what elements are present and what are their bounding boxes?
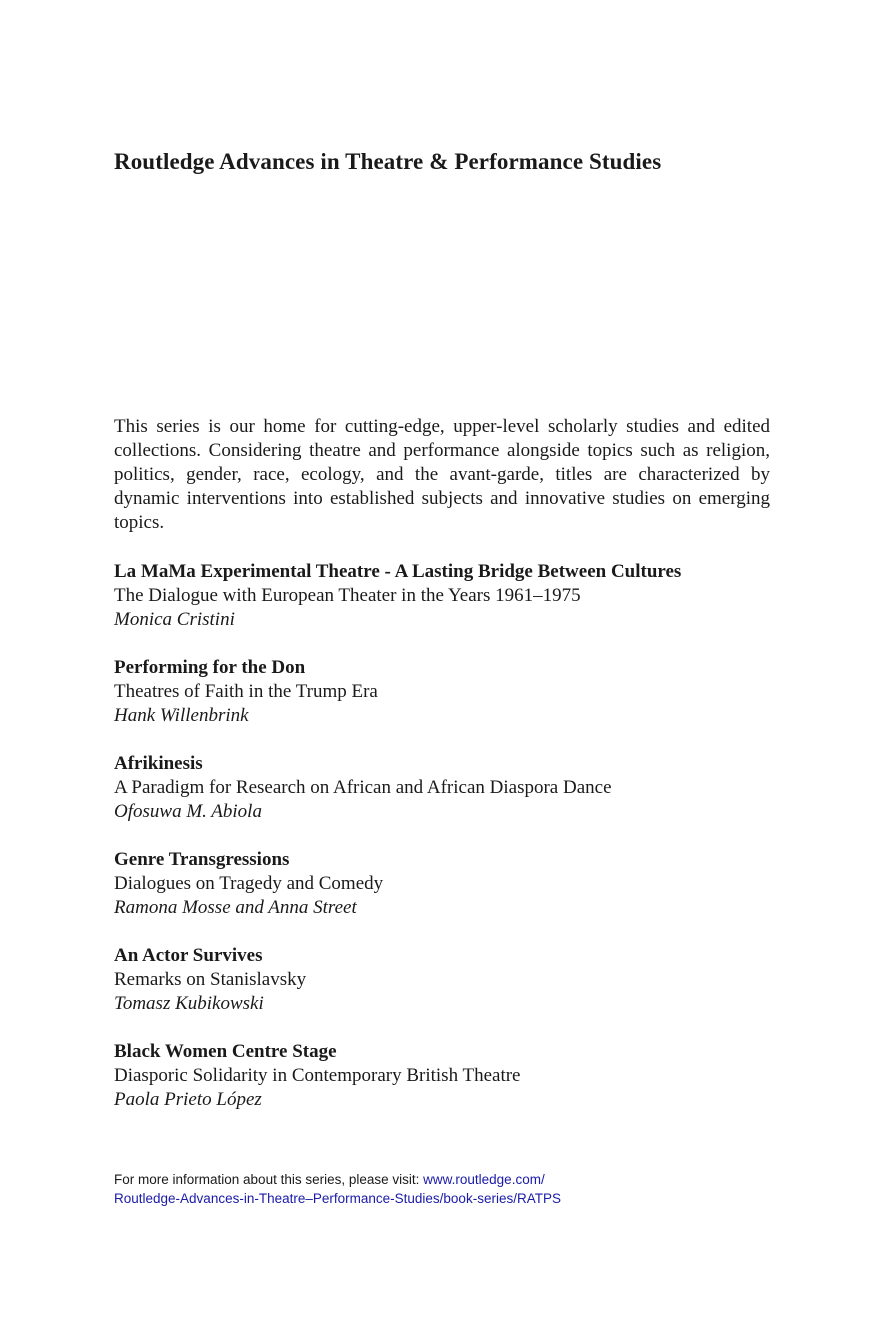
book-entry [114, 656, 794, 728]
book-author: Tomasz Kubikowski [114, 993, 264, 1014]
book-entry [114, 848, 794, 920]
book-subtitle: Theatres of Faith in the Trump Era [114, 681, 378, 702]
book-entry [114, 752, 794, 824]
series-info-prefix: For more information about this series, please visit: [114, 1172, 424, 1187]
book-subtitle: A Paradigm for Research on African and African Diaspora Dance [114, 777, 612, 798]
book-author: Hank Willenbrink [114, 705, 249, 726]
book-title: Black Women Centre Stage [114, 1041, 337, 1062]
series-link-part1[interactable]: www.routledge.com/ [423, 1172, 545, 1187]
book-entry [114, 944, 794, 1016]
book-entry [114, 560, 794, 632]
book-list [114, 560, 794, 1136]
book-title: An Actor Survives [114, 945, 263, 966]
book-subtitle: Diasporic Solidarity in Contemporary British Theatre [114, 1065, 521, 1086]
book-subtitle: Remarks on Stanislavsky [114, 969, 307, 990]
book-title: La MaMa Experimental Theatre - A Lasting Bridge Between Cultures [114, 561, 682, 582]
book-author: Ramona Mosse and Anna Street [114, 897, 357, 918]
series-link-part2[interactable]: Routledge-Advances-in-Theatre–Performance-Studies/book-series/RATPS [114, 1191, 561, 1206]
book-subtitle: The Dialogue with European Theater in the Years 1961–1975 [114, 585, 581, 606]
book-entry [114, 1040, 794, 1112]
book-title: Afrikinesis [114, 753, 203, 774]
book-author: Ofosuwa M. Abiola [114, 801, 262, 822]
book-subtitle: Dialogues on Tragedy and Comedy [114, 873, 384, 894]
book-author: Paola Prieto López [114, 1089, 262, 1110]
series-title: Routledge Advances in Theatre & Performance Studies [114, 149, 662, 174]
book-title: Performing for the Don [114, 657, 306, 678]
series-info-note [114, 1170, 814, 1208]
book-author: Monica Cristini [114, 609, 235, 630]
book-title: Genre Transgressions [114, 849, 290, 870]
series-description: This series is our home for cutting-edge, upper-level scholarly studies and edited collections. Considering theatre and performance alongside topics such as religion, politics, gender, race, ecology, and the avant-garde, titles are characterized by dynamic interventions into established subjects and innovative studies on emerging topics. [114, 416, 770, 533]
